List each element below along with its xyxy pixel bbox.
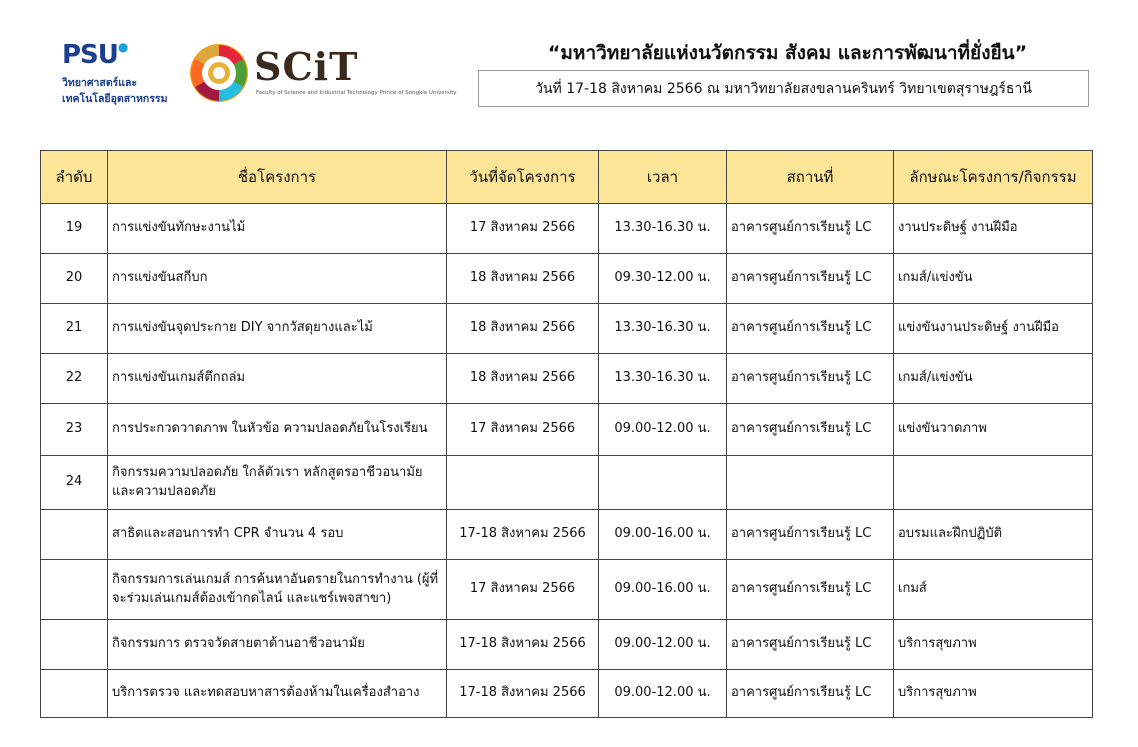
cell-project-name: สาธิตและสอนการทำ CPR จำนวน 4 รอบ	[108, 510, 447, 560]
cell-order	[41, 670, 108, 718]
event-date-text: วันที่ 17-18 สิงหาคม 2566 ณ มหาวิทยาลัยสงขลานครินทร์ วิทยาเขตสุราษฎร์ธานี	[535, 80, 1032, 97]
cell-time: 09.00-12.00 น.	[599, 620, 727, 670]
table-header-row	[41, 151, 1093, 204]
schedule-table	[40, 150, 1093, 718]
event-date-line	[478, 70, 1089, 107]
cell-date: 18 สิงหาคม 2566	[447, 254, 599, 304]
cell-date: 17-18 สิงหาคม 2566	[447, 620, 599, 670]
psu-logo-line1: วิทยาศาสตร์และ	[62, 77, 138, 89]
cell-type: เกมส์/แข่งขัน	[894, 354, 1093, 404]
cell-order: 23	[41, 404, 108, 456]
cell-order: 24	[41, 456, 108, 510]
cell-type: งานประดิษฐ์ งานฝีมือ	[894, 204, 1093, 254]
cell-time: 09.00-16.00 น.	[599, 560, 727, 620]
col-header-order: ลำดับ	[41, 151, 108, 204]
col-header-date: วันที่จัดโครงการ	[447, 151, 599, 204]
cell-type: แข่งขันวาดภาพ	[894, 404, 1093, 456]
psu-logo-mark: PSU	[62, 40, 118, 70]
cell-order: 21	[41, 304, 108, 354]
cell-place: อาคารศูนย์การเรียนรู้ LC	[727, 304, 894, 354]
cell-time	[599, 456, 727, 510]
psu-logo-line2: เทคโนโลยีอุตสาหกรรม	[62, 93, 168, 105]
cell-order	[41, 510, 108, 560]
cell-time: 13.30-16.30 น.	[599, 354, 727, 404]
table-row	[41, 670, 1093, 718]
cell-date: 17 สิงหาคม 2566	[447, 204, 599, 254]
cell-order	[41, 560, 108, 620]
cell-type: เกมส์/แข่งขัน	[894, 254, 1093, 304]
cell-place	[727, 456, 894, 510]
sdg-gear-icon	[188, 42, 250, 104]
cell-time: 09.00-12.00 น.	[599, 404, 727, 456]
table-row	[41, 560, 1093, 620]
table-row	[41, 620, 1093, 670]
scit-logo-subtitle: Faculty of Science and Industrial Technology Prince of Songkla University	[256, 90, 457, 96]
cell-order: 20	[41, 254, 108, 304]
cell-type: บริการสุขภาพ	[894, 670, 1093, 718]
cell-type: อบรมและฝึกปฏิบัติ	[894, 510, 1093, 560]
cell-place: อาคารศูนย์การเรียนรู้ LC	[727, 204, 894, 254]
cell-project-name: การแข่งขันเกมส์ตึกถล่ม	[108, 354, 447, 404]
cell-project-name: การประกวดวาดภาพ ในหัวข้อ ความปลอดภัยในโรงเรียน	[108, 404, 447, 456]
cell-place: อาคารศูนย์การเรียนรู้ LC	[727, 510, 894, 560]
cell-date: 17-18 สิงหาคม 2566	[447, 670, 599, 718]
cell-place: อาคารศูนย์การเรียนรู้ LC	[727, 670, 894, 718]
cell-type: บริการสุขภาพ	[894, 620, 1093, 670]
table-row	[41, 204, 1093, 254]
cell-date: 18 สิงหาคม 2566	[447, 304, 599, 354]
col-header-type: ลักษณะโครงการ/กิจกรรม	[894, 151, 1093, 204]
col-header-project-name: ชื่อโครงการ	[108, 151, 447, 204]
cell-project-name: กิจกรรมความปลอดภัย ใกล้ตัวเรา หลักสูตรอาชีวอนามัยและความปลอดภัย	[108, 456, 447, 510]
header-logos	[58, 38, 457, 110]
cell-order: 22	[41, 354, 108, 404]
cell-project-name: การแข่งขันจุดประกาย DIY จากวัสดุยางและไม้	[108, 304, 447, 354]
table-row	[41, 456, 1093, 510]
cell-date: 17-18 สิงหาคม 2566	[447, 510, 599, 560]
cell-time: 09.30-12.00 น.	[599, 254, 727, 304]
cell-time: 09.00-12.00 น.	[599, 670, 727, 718]
cell-type: แข่งขันงานประดิษฐ์ งานฝีมือ	[894, 304, 1093, 354]
psu-logo	[58, 38, 178, 108]
scit-logo	[188, 40, 457, 110]
cell-time: 09.00-16.00 น.	[599, 510, 727, 560]
cell-place: อาคารศูนย์การเรียนรู้ LC	[727, 620, 894, 670]
cell-project-name: การแข่งขันสกีบก	[108, 254, 447, 304]
cell-project-name: กิจกรรมการ ตรวจวัดสายตาด้านอาชีวอนามัย	[108, 620, 447, 670]
col-header-place: สถานที่	[727, 151, 894, 204]
cell-time: 13.30-16.30 น.	[599, 204, 727, 254]
cell-date: 17 สิงหาคม 2566	[447, 404, 599, 456]
cell-time: 13.30-16.30 น.	[599, 304, 727, 354]
table-row	[41, 304, 1093, 354]
cell-order	[41, 620, 108, 670]
cell-place: อาคารศูนย์การเรียนรู้ LC	[727, 560, 894, 620]
cell-date: 18 สิงหาคม 2566	[447, 354, 599, 404]
cell-type	[894, 456, 1093, 510]
cell-type: เกมส์	[894, 560, 1093, 620]
cell-place: อาคารศูนย์การเรียนรู้ LC	[727, 254, 894, 304]
col-header-time: เวลา	[599, 151, 727, 204]
page-title: “มหาวิทยาลัยแห่งนวัตกรรม สังคม และการพัฒนาที่ยั่งยืน”	[547, 42, 1028, 64]
table-row	[41, 404, 1093, 456]
table-row	[41, 354, 1093, 404]
cell-project-name: บริการตรวจ และทดสอบหาสารต้องห้ามในเครื่องสำอาง	[108, 670, 447, 718]
cell-project-name: กิจกรรมการเล่นเกมส์ การค้นหาอันตรายในการทำงาน (ผู้ที่จะร่วมเล่นเกมส์ต้องเข้ากดไลน์ และแชร์เพจสาขา)	[108, 560, 447, 620]
scit-logo-word: SCiT	[254, 44, 359, 89]
table-row	[41, 510, 1093, 560]
cell-date: 17 สิงหาคม 2566	[447, 560, 599, 620]
cell-order: 19	[41, 204, 108, 254]
table-row	[41, 254, 1093, 304]
psu-logo-dot-icon: ●	[117, 40, 128, 54]
cell-date	[447, 456, 599, 510]
cell-place: อาคารศูนย์การเรียนรู้ LC	[727, 404, 894, 456]
cell-place: อาคารศูนย์การเรียนรู้ LC	[727, 354, 894, 404]
cell-project-name: การแข่งขันทักษะงานไม้	[108, 204, 447, 254]
